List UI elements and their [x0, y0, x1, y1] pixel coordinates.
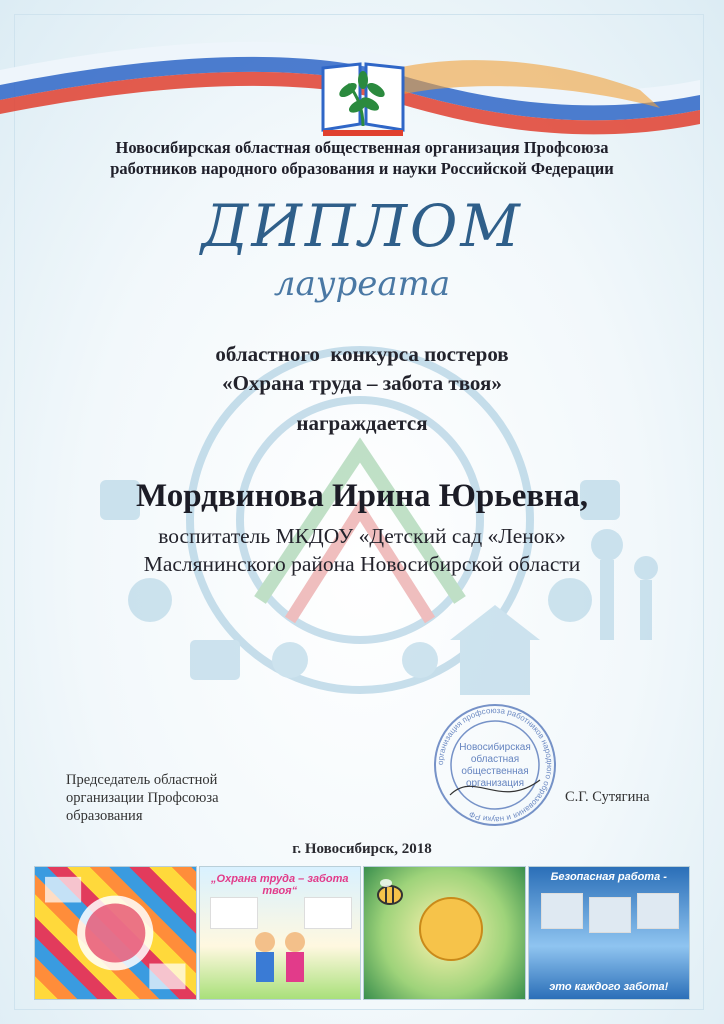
- chairperson-title: [66, 771, 219, 825]
- poster-4-footer: это каждого забота!: [549, 981, 669, 993]
- contest-line-2: «Охрана труда – забота твоя»: [222, 371, 502, 395]
- position-line-1: воспитатель МКДОУ «Детский сад «Ленок»: [158, 524, 566, 548]
- poster-2-card: [304, 897, 352, 929]
- poster-thumbnails: [34, 866, 690, 1000]
- poster-2-title: „Охрана труда – забота твоя“: [211, 873, 349, 897]
- recipient-name: Мордвинова Ирина Юрьевна,: [136, 478, 588, 514]
- organization-line-1: Новосибирская областная общественная организация Профсоюза: [115, 138, 609, 157]
- recipient-position: [0, 522, 724, 578]
- chairperson-line-2: организации Профсоюза: [66, 790, 219, 806]
- poster-3-hive: [419, 897, 483, 961]
- poster-2-card: [210, 897, 258, 929]
- poster-2-figures: [250, 927, 310, 997]
- city-year: г. Новосибирск, 2018: [292, 841, 432, 857]
- organization-stamp: [430, 700, 560, 830]
- poster-thumbnail-2: [199, 866, 362, 1000]
- diploma-subtitle: лауреата: [273, 264, 451, 304]
- poster-4-title: Безопасная работа -: [550, 871, 667, 883]
- signatory-name: С.Г. Сутягина: [565, 789, 650, 805]
- contest-line-1: областного конкурса постеров: [215, 342, 509, 366]
- chairperson-line-3: образования: [66, 808, 143, 824]
- organization-name: [40, 137, 684, 179]
- stamp-line-3: общественная: [461, 766, 529, 777]
- stamp-line-1: Новосибирская: [459, 742, 531, 753]
- chairperson-line-1: Председатель областной: [66, 772, 218, 788]
- poster-4-photo: [541, 893, 583, 929]
- poster-thumbnail-3: [363, 866, 526, 1000]
- poster-thumbnail-1: [34, 866, 197, 1000]
- awarded-label: награждается: [296, 411, 428, 435]
- union-logo-icon: [318, 60, 408, 140]
- position-line-2: Маслянинского района Новосибирской области: [143, 552, 581, 576]
- stamp-ring-text: организация профсоюза работников народного образования и науки РФ: [435, 705, 555, 825]
- svg-text:организация профсоюза работник: [436, 706, 554, 824]
- poster-thumbnail-4: [528, 866, 691, 1000]
- bee-icon: [370, 873, 410, 913]
- stamp-line-2: областная: [470, 754, 520, 765]
- poster-4-photo: [637, 893, 679, 929]
- poster-1-art: [35, 867, 196, 999]
- diploma-title: ДИПЛОМ: [201, 192, 523, 260]
- poster-4-photo: [589, 897, 631, 933]
- contest-name: [0, 340, 724, 398]
- stamp-line-4: организация: [465, 778, 525, 789]
- organization-line-2: работников народного образования и науки Российской Федерации: [110, 159, 614, 178]
